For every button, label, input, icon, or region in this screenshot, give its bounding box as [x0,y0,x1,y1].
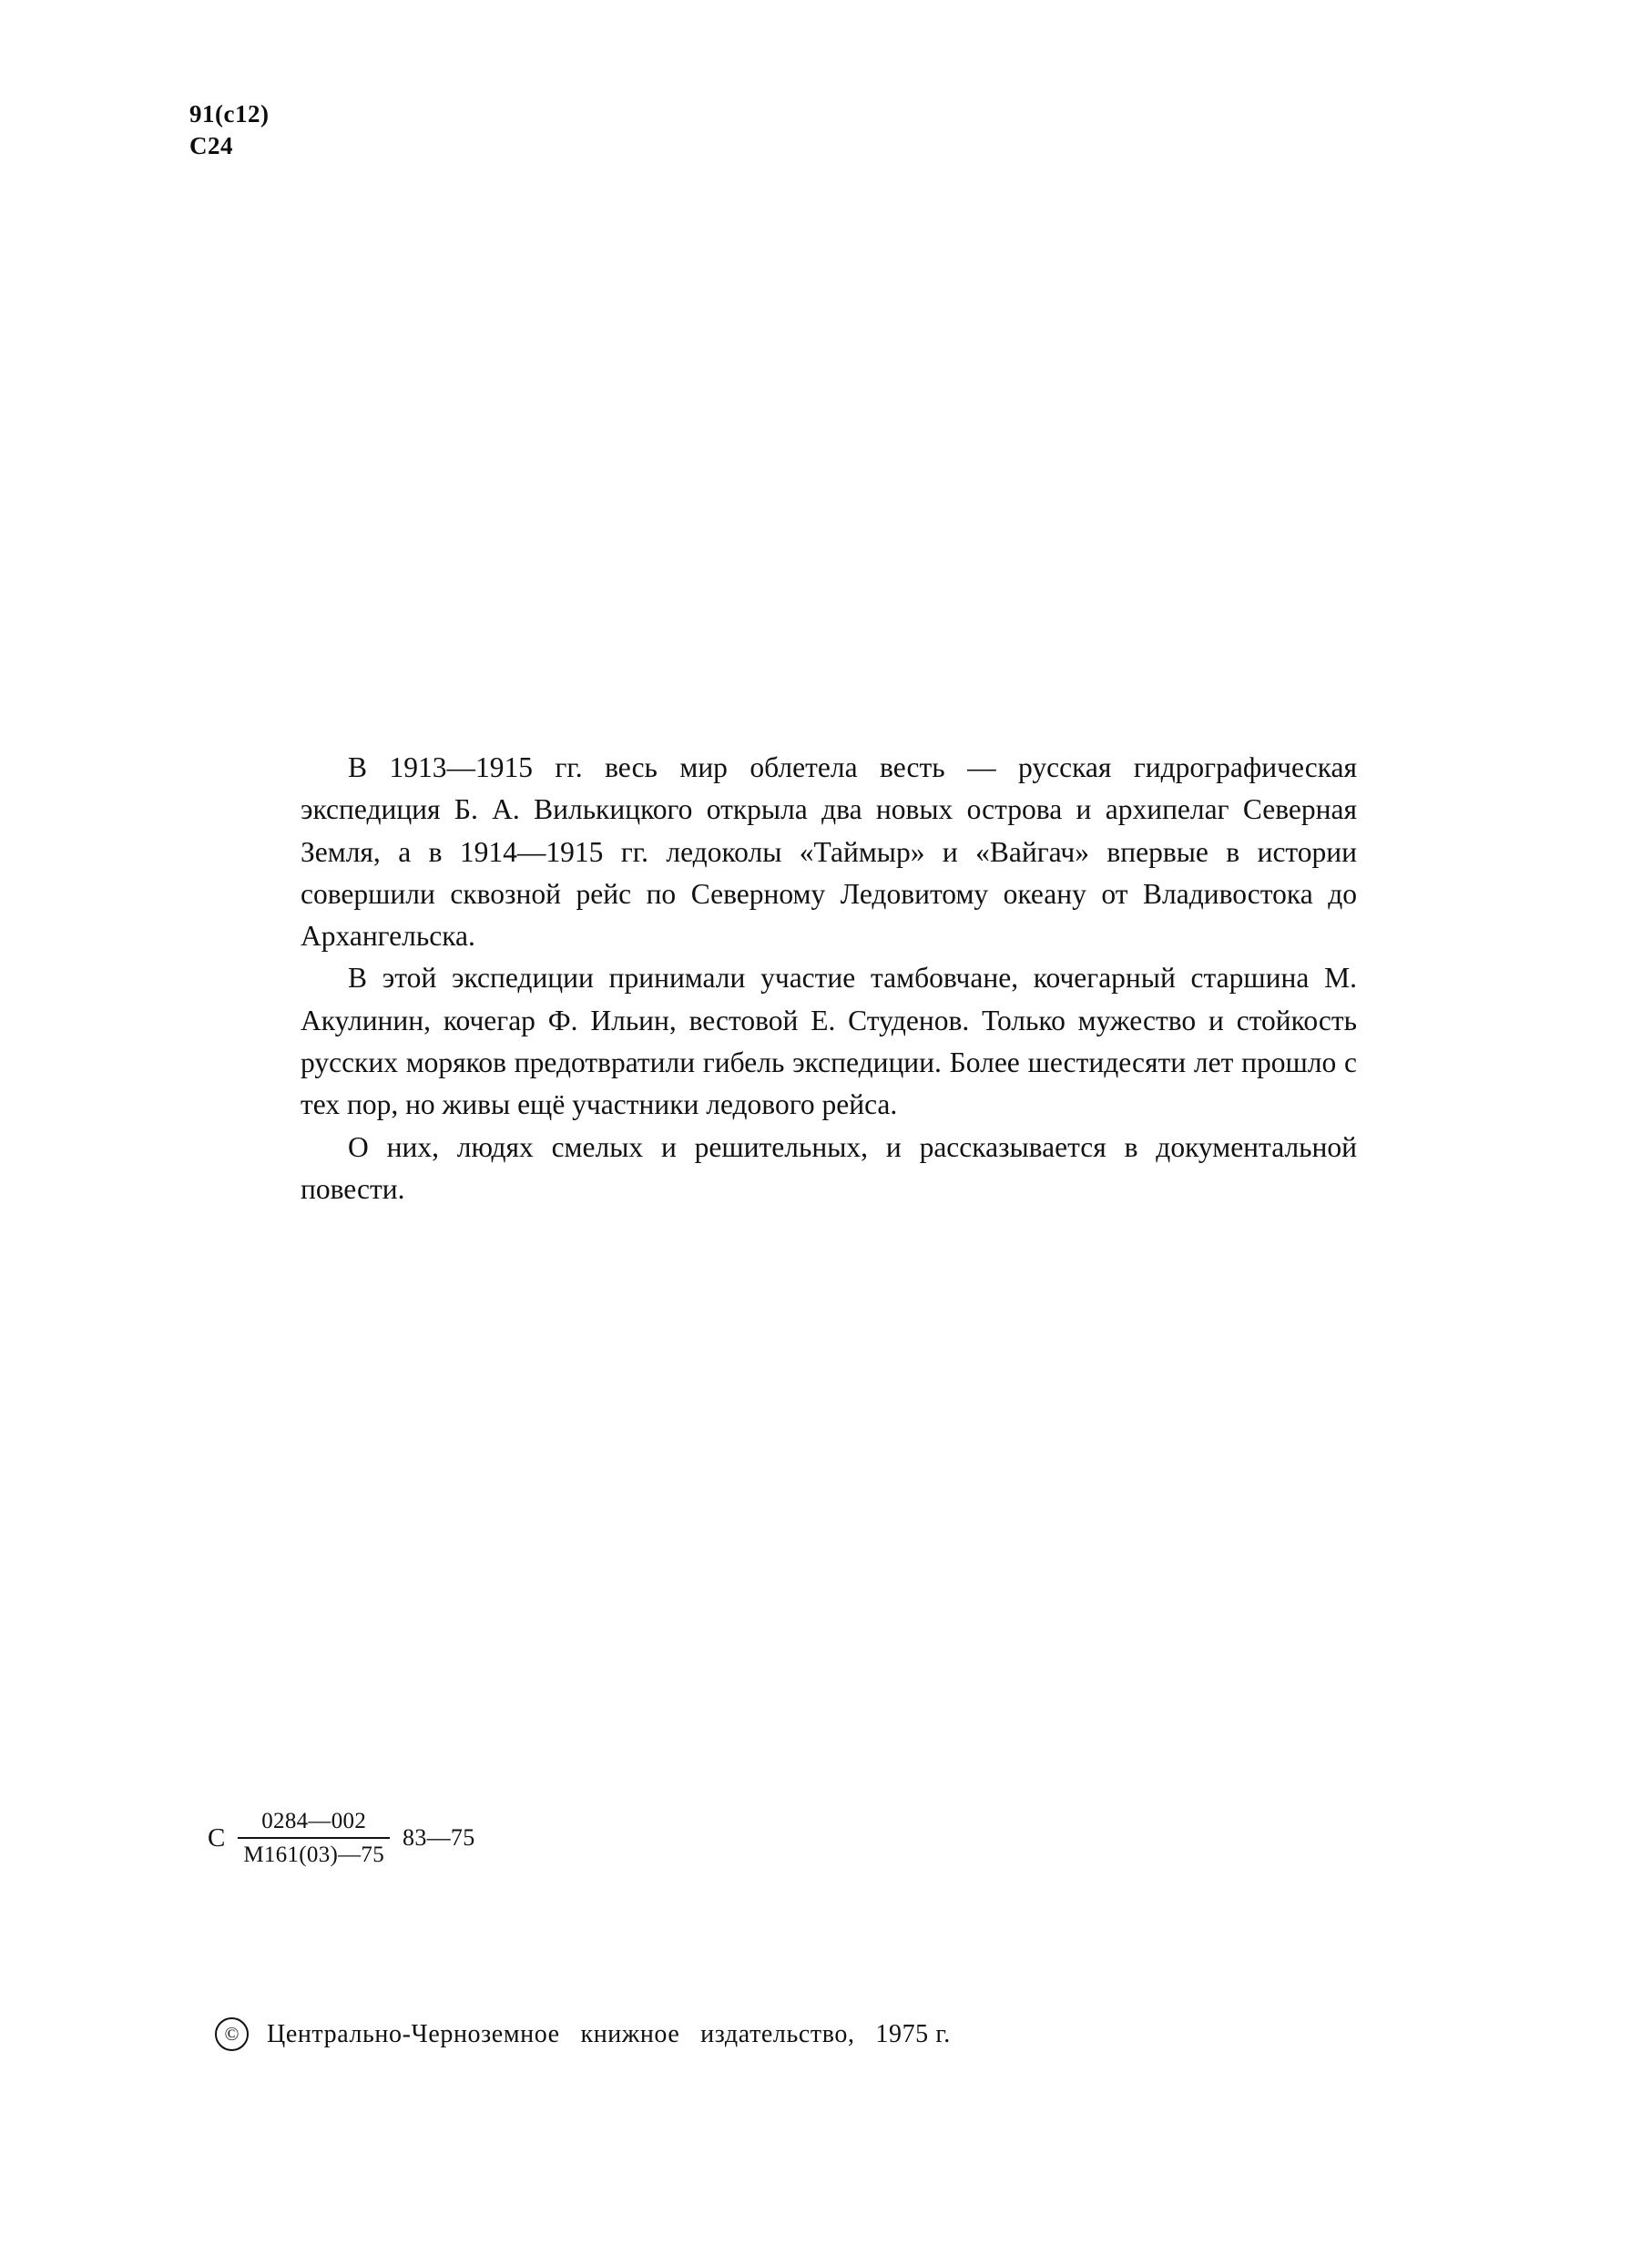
annotation-paragraph: В 1913—1915 гг. весь мир облетела весть — русская гидрографическая экспедиция Б. А. Вилькицкого открыла два новых острова и архипелаг Северная Земля, а в 1914—1915 гг. ледоколы «Таймыр» и «Вайгач» впервые в истории совершили сквозной рейс по Северному Ледовитому океану от Владивостока до Архангельска. [301,751,1357,953]
annotation-text [301,747,1357,1210]
annotation-paragraph: О них, людях смелых и решительных, и рассказывается в документальной повести. [301,1130,1357,1205]
imprint-code [208,1808,475,1868]
imprint-numerator: 0284—002 [261,1809,367,1833]
classification-code-line-2: С24 [189,131,233,159]
imprint-fraction [238,1808,390,1868]
imprint-denominator: М161(03)—75 [243,1842,385,1867]
classification-code [189,98,269,161]
classification-code-line-1: 91(с12) [189,100,270,128]
annotation-paragraph: В этой экспедиции принимали участие тамбовчане, кочегарный старшина М. Акулинин, кочегар Ф. Ильин, вестовой Е. Студенов. Только мужество и стойкость русских моряков предотвратили гибель экспедиции. Более шестидесяти лет прошло с тех пор, но живы ещё участники ледового рейса. [301,962,1357,1121]
copyright-icon: © [215,2017,249,2051]
imprint-trailing-code: 83—75 [403,1824,475,1851]
copyright-line [215,2017,951,2051]
publisher-name: Центрально-Черноземное книжное издательство, 1975 г. [267,2019,951,2048]
imprint-lead-letter: С [208,1822,226,1853]
